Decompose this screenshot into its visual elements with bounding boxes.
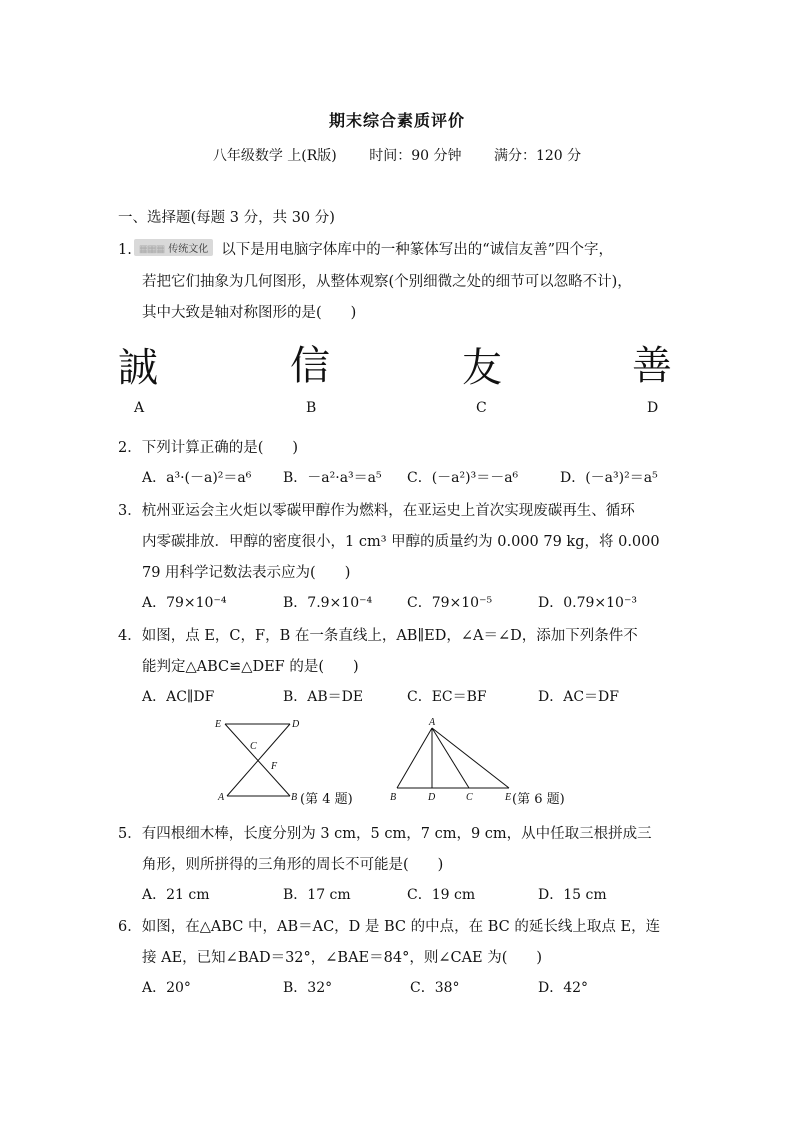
question-5-option-a: A．21 cm: [142, 887, 210, 903]
fig6-line-ab: [397, 728, 432, 788]
question-3-option-c: C．79×10⁻⁵: [407, 595, 493, 611]
fig4-label-d: D: [292, 719, 300, 730]
question-1-line-1: [118, 238, 613, 259]
fig6-line-ae: [432, 728, 509, 788]
fig4-label-e: E: [215, 719, 222, 730]
question-6-option-a: A．20°: [142, 980, 191, 996]
exam-info: [0, 145, 794, 165]
question-3-line-1: 3．杭州亚运会主火炬以零碳甲醇作为燃料，在亚运史上首次实现废碳再生、循环: [118, 503, 635, 519]
fig4-label-c: C: [250, 741, 257, 752]
question-1-line-2: 若把它们抽象为几何图形，从整体观察(个别细微之处的细节可以忽略不计)，: [142, 274, 632, 290]
seal-char-a: 誠: [118, 345, 158, 391]
question-3-option-b: B．7.9×10⁻⁴: [283, 595, 373, 611]
question-3-line-3: 79 用科学记数法表示应为( ): [142, 565, 351, 581]
question-1-text-1: 以下是用电脑字体库中的一种篆体写出的“诚信友善”四个字，: [221, 242, 614, 258]
fig4-label-a: A: [218, 792, 225, 803]
traditional-culture-badge: [134, 239, 213, 256]
seal-char-d: 善: [632, 343, 672, 389]
score-info: 满分：120 分: [493, 148, 582, 164]
question-3-option-a: A．79×10⁻⁴: [142, 595, 227, 611]
figure-4-caption: (第 4 题): [300, 792, 353, 807]
question-4-line-2: 能判定△ABC≌△DEF 的是( ): [142, 659, 359, 675]
fig6-label-c: C: [466, 792, 473, 803]
question-6-option-b: B．32°: [283, 980, 333, 996]
seal-char-b: 信: [290, 343, 330, 389]
option-label-c: C: [476, 400, 487, 416]
section-heading: 一、选择题(每题 3 分，共 30 分): [118, 210, 335, 226]
figure-question-4: [205, 712, 310, 810]
question-6-option-c: C．38°: [410, 980, 460, 996]
badge-label: 传统文化: [168, 244, 209, 255]
question-6-option-d: D．42°: [538, 980, 589, 996]
question-1-number: 1.: [118, 242, 132, 258]
fig4-label-f: F: [271, 761, 278, 772]
question-4-option-d: D．AC＝DF: [538, 689, 619, 705]
question-5-line-2: 角形，则所拼得的三角形的周长不可能是( ): [142, 857, 444, 873]
question-4-option-c: C．EC＝BF: [407, 689, 487, 705]
question-2-option-a: A．a³·(－a)²＝a⁶: [142, 470, 252, 486]
fig6-line-ac: [432, 728, 469, 788]
grade-info: 八年级数学 上(R版): [212, 148, 337, 164]
option-label-a: A: [134, 400, 145, 416]
badge-dots-icon: ▦▦▦: [138, 244, 165, 255]
fig6-label-a: A: [429, 717, 436, 728]
fig4-label-b: B: [291, 792, 298, 803]
question-2-option-b: B．－a²·a³＝a⁵: [283, 470, 382, 486]
question-1-line-3: 其中大致是轴对称图形的是( ): [142, 305, 357, 321]
question-4-option-b: B．AB＝DE: [283, 689, 364, 705]
question-4-option-a: A．AC∥DF: [142, 689, 215, 705]
fig6-label-b: B: [390, 792, 397, 803]
figure-question-6: [385, 712, 515, 810]
question-4-line-1: 4．如图，点 E，C，F，B 在一条直线上，AB∥ED，∠A＝∠D，添加下列条件不: [118, 628, 638, 644]
question-2-stem: 2．下列计算正确的是( ): [118, 440, 299, 456]
question-2-option-d: D．(－a³)²＝a⁵: [560, 470, 658, 486]
option-label-d: D: [647, 400, 659, 416]
question-3-line-2: 内零碳排放．甲醇的密度很小，1 cm³ 甲醇的质量约为 0.000 79 kg，将 0.000: [142, 534, 660, 550]
question-3-option-d: D．0.79×10⁻³: [538, 595, 637, 611]
fig6-label-e: E: [505, 792, 512, 803]
figure-6-caption: (第 6 题): [512, 792, 565, 807]
question-5-line-1: 5．有四根细木棒，长度分别为 3 cm，5 cm，7 cm，9 cm，从中任取三根拼成三: [118, 826, 652, 842]
question-5-option-d: D．15 cm: [538, 887, 607, 903]
question-2-option-c: C．(－a²)³＝－a⁶: [407, 470, 519, 486]
option-label-b: B: [306, 400, 317, 416]
question-5-option-c: C．19 cm: [407, 887, 476, 903]
question-5-option-b: B．17 cm: [283, 887, 351, 903]
time-info: 时间：90 分钟: [369, 148, 462, 164]
seal-char-c: 友: [462, 345, 502, 391]
question-6-line-2: 接 AE，已知∠BAD＝32°，∠BAE＝84°，则∠CAE 为( ): [142, 950, 543, 966]
question-6-line-1: 6．如图，在△ABC 中，AB＝AC，D 是 BC 的中点，在 BC 的延长线上取点 E，连: [118, 919, 661, 935]
page-title: 期末综合素质评价: [328, 111, 465, 130]
fig6-label-d: D: [428, 792, 436, 803]
